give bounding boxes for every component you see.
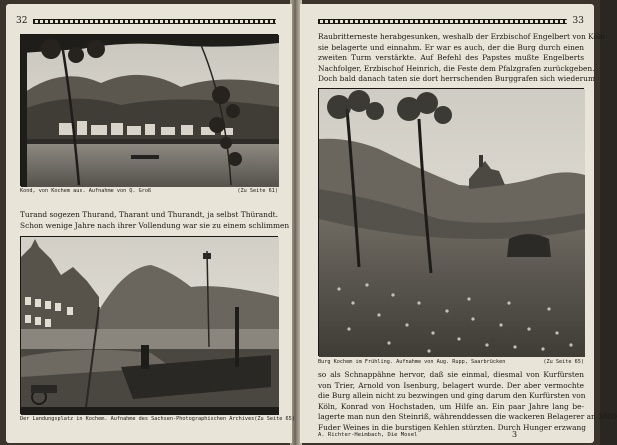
- caption-river-view: [20, 188, 278, 194]
- left-body-line: Schon wenige Jahre nach ihrer Vollendung war sie zu einem schlimmen: [20, 220, 290, 230]
- photo-river-view-image: [21, 35, 279, 187]
- footer-author-title: A. Richter-Heimbach, Die Mosel: [318, 432, 418, 438]
- left-body-line: Turand sogezen Thurand, Tharant und Thurandt, ja selbst Thürandt.: [20, 210, 278, 219]
- right-page-header: [318, 14, 584, 28]
- right-body-line: Köln, Konrad von Hochstaden, um Hilfe an. Ein paar Jahre lang be-: [318, 401, 584, 411]
- right-body-line: so als Schnappähne hervor, daß sie einmal, diesmal von Kurfürsten: [318, 370, 584, 379]
- left-page: [6, 4, 295, 443]
- right-body-line: Nachfolger, Erzbischof Heinrich, die Feste dem Pfalzgrafen zurückgeben.: [318, 63, 595, 73]
- right-body-line: Doch bald danach taten sie dort herrschenden Burggrafen sich wiederum: [318, 74, 595, 84]
- left-page-header: [16, 14, 282, 28]
- right-body-line: Raubritterneste herabgesunken, weshalb der Erzbischof Engelbert von Köln: [318, 32, 605, 41]
- header-ornament: [33, 19, 276, 24]
- photo-castle-spring-image: [319, 89, 585, 357]
- right-body-text-top: [318, 32, 605, 85]
- photo-landing-place: [20, 236, 278, 414]
- right-body-line: die Burg allein nicht zu bezwingen und ging darum den Kurfürsten von: [318, 391, 586, 401]
- caption-castle-spring: [318, 359, 584, 365]
- right-body-text-bottom: [318, 370, 617, 434]
- caption-castle-spring-text: Burg Kochem im Frühling. Aufnahme von Aug. Rupp, Saarbrücken: [318, 359, 506, 365]
- header-ornament: [318, 19, 567, 24]
- photo-river-view: [20, 34, 278, 186]
- caption-landing-place-text: Der Landungsplatz in Kochem. Aufnahme des Sachsen-Photographischen Archives: [20, 416, 255, 422]
- right-page-number: 33: [572, 16, 584, 26]
- footer-signature-mark: 3: [512, 430, 518, 439]
- right-body-line: zweiten Turm verstärkte. Auf Befehl des Papstes mußte Engelberts: [318, 53, 584, 63]
- left-body-text: [20, 210, 290, 231]
- right-page: [300, 4, 617, 443]
- right-body-line: lagerte man nun den Steinriß, währenddessen die wackeren Belagerer an 3000: [318, 412, 617, 422]
- caption-landing-place: [20, 416, 295, 422]
- left-page-number: 32: [16, 16, 28, 26]
- right-body-line: von Trier, Arnold von Isenburg, belagert wurde. Der aber vermochte: [318, 380, 584, 390]
- caption-river-view-text: Kond, von Kochem aus. Aufnahme von Q. Groß: [20, 188, 152, 194]
- right-body-line: Fuder Weines in die burstigen Kehlen stürzten. Durch Hunger erzwang: [318, 422, 587, 432]
- caption-landing-place-ref: (Zu Seite 65): [254, 416, 295, 422]
- photo-landing-place-image: [21, 237, 279, 415]
- photo-castle-spring: [318, 88, 584, 356]
- caption-river-view-ref: (Zu Seite 61): [237, 188, 278, 194]
- right-body-line: sie belagerte und einnahm. Er war es auch, der die Burg durch einen: [318, 42, 584, 52]
- caption-castle-spring-ref: (Zu Seite 65): [543, 359, 584, 365]
